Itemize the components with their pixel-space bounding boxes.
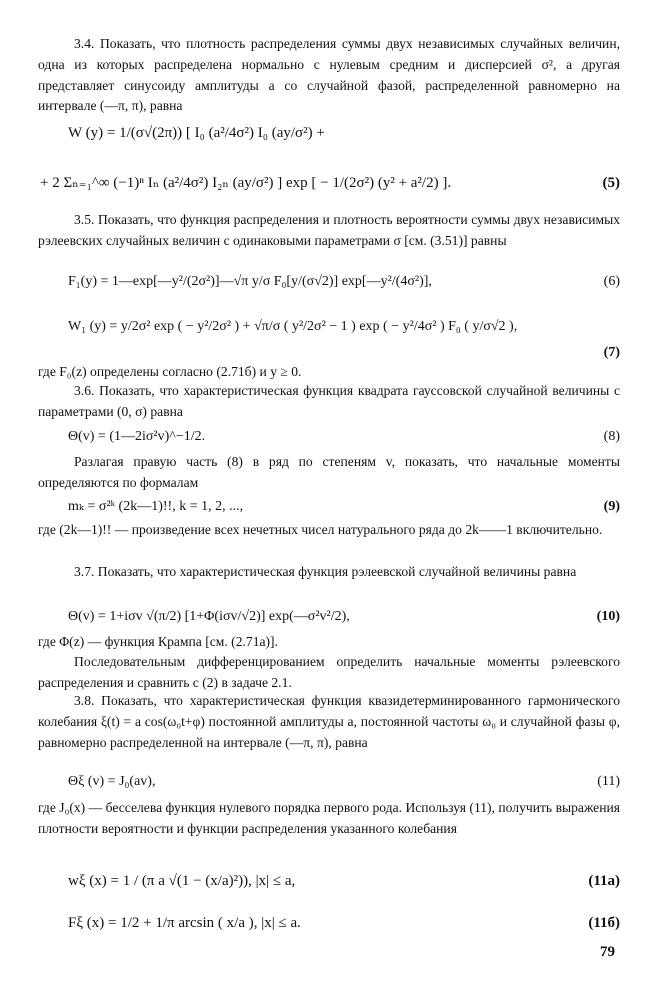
- equation-9: [68, 495, 620, 519]
- equation-6: [68, 270, 620, 294]
- equation-8: [68, 425, 620, 449]
- equation-5-line2-expr: + 2 Σₙ₌₁^∞ (−1)ⁿ Iₙ (a²/4σ²) I₂ₙ (ay/σ²) ] exp [ − 1/(2σ²) (y² + a²/2) ].: [40, 175, 452, 191]
- equation-6-expr: F₁(y) = 1—exp[—y²/(2σ²)]—√π y/σ F₀[y/(σ√2)] exp[—y²/(4σ²)],: [68, 274, 432, 289]
- equation-11a: [68, 864, 620, 898]
- equation-6-number: (6): [603, 274, 620, 289]
- equation-8-number: (8): [603, 429, 620, 444]
- page-number: 79: [600, 944, 615, 960]
- equation-11b: [68, 906, 620, 940]
- equation-11-expr: Θξ (v) = J₀(av),: [68, 774, 156, 789]
- equation-10-expr: Θ(v) = 1+iσv √(π/2) [1+Φ(iσv/√2)] exp(—σ²v²/2),: [68, 609, 350, 624]
- problem-3-8-bessel-text: где J₀(x) — бесселева функция нулевого порядка первого рода. Используя (11), получить выражения плотности вероятности и функции распределения указанного колебания: [38, 800, 620, 836]
- equation-11-number: (11): [597, 774, 620, 789]
- problem-3-7-moments-text: Последовательным дифференцированием определить начальные моменты рэлеевского распределения и сравнить с (2) в задаче 2.1.: [38, 654, 620, 690]
- problem-3-7-kramp-note: где Φ(z) — функция Крампа [см. (2.71а)].: [38, 634, 278, 649]
- equation-8-expr: Θ(v) = (1—2iσ²v)^−1/2.: [68, 429, 206, 444]
- equation-5-number: (5): [602, 175, 620, 191]
- equation-7-number: (7): [603, 345, 620, 360]
- equation-11b-number: (11б): [588, 915, 620, 931]
- problem-3-5-condition: где F₀(z) определены согласно (2.71б) и y ≥ 0.: [38, 364, 302, 379]
- equation-11: [68, 770, 620, 794]
- equation-7: [68, 310, 620, 344]
- equation-9-number: (9): [603, 499, 620, 514]
- equation-9-expr: mₖ = σ²ᵏ (2k—1)!!, k = 1, 2, ...,: [68, 499, 244, 514]
- equation-5-line1-expr: W (y) = 1/(σ√(2π)) [ I₀ (a²/4σ²) I₀ (ay/σ²) +: [68, 125, 325, 141]
- equation-10: [68, 605, 620, 629]
- equation-5-line1: [68, 116, 620, 150]
- problem-3-6-text: 3.6. Показать, что характеристическая функция квадрата гауссовской случайной величины с параметрами (0, σ) равна: [38, 383, 620, 419]
- problem-3-7-text: 3.7. Показать, что характеристическая функция рэлеевской случайной величины равна: [74, 564, 577, 579]
- problem-3-5-text: 3.5. Показать, что функция распределения и плотность вероятности суммы двух независимых рэлеевских случайных величин с одинаковыми параметрами σ [см. (3.51)] равны: [38, 212, 620, 248]
- equation-11a-expr: wξ (x) = 1 / (π a √(1 − (x/a)²)), |x| ≤ a,: [68, 873, 296, 889]
- problem-3-8-text: 3.8. Показать, что характеристическая функция квазидетерминированного гармонического колебания ξ(t) = a cos(ω₀t+φ) постоянной амплитуды a, постоянной частоты ω₀ и случайной фазы φ, равномерно распределенной на интервале (—π, π), равна: [38, 693, 620, 750]
- equation-11b-expr: Fξ (x) = 1/2 + 1/π arcsin ( x/a ), |x| ≤ a.: [68, 915, 301, 931]
- problem-3-6-note: где (2k—1)!! — произведение всех нечетных чисел натурального ряда до 2k——1 включительно.: [38, 522, 603, 537]
- equation-11a-number: (11а): [588, 873, 620, 889]
- equation-10-number: (10): [596, 609, 620, 624]
- equation-7-expr: W₁ (y) = y/2σ² exp ( − y²/2σ² ) + √π/σ ( y²/2σ² − 1 ) exp ( − y²/4σ² ) F₀ ( y/σ√2 ),: [68, 319, 518, 334]
- equation-5-line2: [40, 166, 620, 200]
- problem-3-4-text: 3.4. Показать, что плотность распределения суммы двух независимых случайных величин, одна из которых распределена нормально с нулевым средним и дисперсией σ², а другая представляет синусоиду амплитуды a со случайной фазой, распределенной равномерно на интервале (—π, π), равна: [38, 36, 620, 114]
- problem-3-6-expansion-text: Разлагая правую часть (8) в ряд по степеням v, показать, что начальные моменты определяются по формалам: [38, 454, 620, 490]
